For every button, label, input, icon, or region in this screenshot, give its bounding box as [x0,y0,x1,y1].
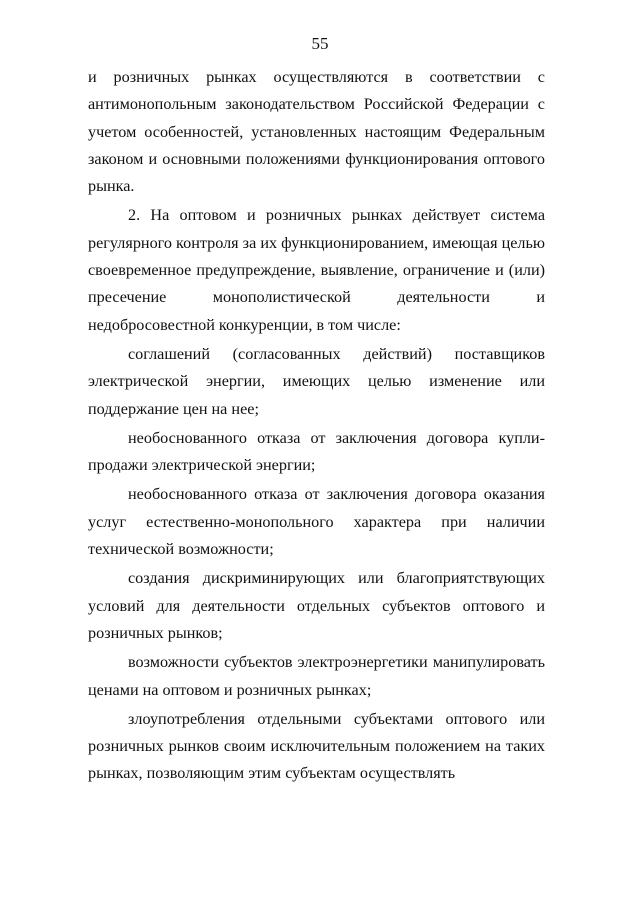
list-item-price-manipulation: возможности субъектов электроэнергетики манипулировать ценами на оптовом и розничных рынках; [88,653,545,699]
page-number: 55 [311,34,329,53]
paragraph-continuation: и розничных рынках осуществляются в соответствии с антимонопольным законодательством Российской Федерации с учетом особенностей, установленных настоящим Федеральным законом и основными положениями функционирования оптового рынка. [88,68,545,196]
list-item-discrimination: создания дискриминирующих или благоприятствующих условий для деятельности отдельных субъектов оптового и розничных рынков; [88,569,545,642]
list-item-refusal-sale: необоснованного отказа от заключения договора купли-продажи электрической энергии; [88,428,545,475]
list-item-abuse: злоупотребления отдельными субъектами оптового или розничных рынков своим исключительным положением на таких рынках, позволяющим этим субъектам осуществлять [88,709,545,783]
document-body [88,64,545,788]
list-item-refusal-services: необоснованного отказа от заключения договора оказания услуг естественно-монопольного характера при наличии технической возможности; [88,485,545,559]
list-item-agreements: соглашений (согласованных действий) поставщиков электрической энергии, имеющих целью изменение или поддержание цен на нее; [88,344,545,418]
paragraph-item-2: 2. На оптовом и розничных рынках действует система регулярного контроля за их функционированием, имеющая целью своевременное предупреждение, выявление, ограничение и (или) пресечение монополистической деятельности и недобросовестной конкуренции, в том числе: [88,206,545,334]
